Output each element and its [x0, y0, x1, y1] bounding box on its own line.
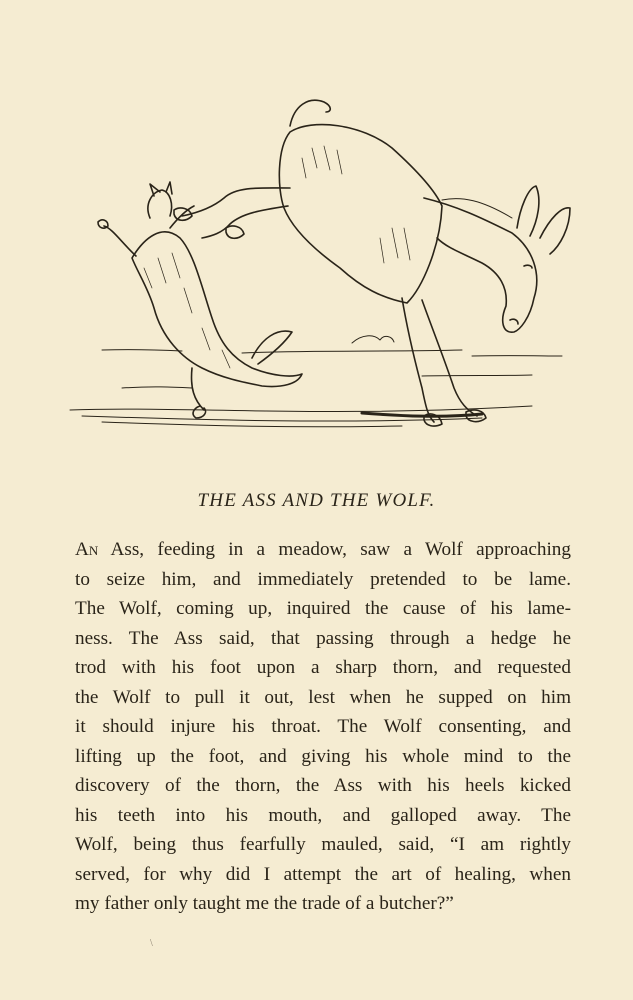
fable-line: ness. The Ass said, that passing through a hedge he [75, 627, 571, 649]
fable-line: to seize him, and immediately pretended to be lame. [75, 568, 571, 590]
fable-line: the Wolf to pull it out, lest when he supped on him [75, 686, 571, 708]
fable-line: Wolf, being thus fearfully mauled, said, “I am rightly [75, 834, 571, 855]
donkey-figure [174, 100, 570, 426]
stray-ink-mark: \ [150, 938, 153, 949]
opening-word: An [75, 539, 99, 560]
ass-and-wolf-illustration [62, 88, 592, 448]
fable-line: The Wolf, coming up, inquired the cause of his lame- [75, 598, 571, 619]
fable-line: it should injure his throat. The Wolf consenting, and [75, 716, 571, 737]
fable-line: his teeth into his mouth, and galloped away. The [75, 804, 571, 826]
ground-lines [70, 336, 562, 427]
fable-line: discovery of the thorn, the Ass with his heels kicked [75, 775, 571, 796]
wolf-figure [98, 182, 302, 418]
donkey-shadow [362, 413, 482, 416]
fable-line: lifting up the foot, and giving his whole mind to the [75, 745, 571, 767]
fable-line: my father only taught me the trade of a butcher?” [75, 893, 454, 914]
fable-line: served, for why did I attempt the art of healing, when [75, 863, 571, 885]
fable-line: trod with his foot upon a sharp thorn, and requested [75, 657, 571, 678]
fable-line: An Ass, feeding in a meadow, saw a Wolf approaching [75, 539, 571, 560]
fable-title: THE ASS AND THE WOLF. [197, 490, 436, 511]
fable-body [75, 535, 571, 919]
